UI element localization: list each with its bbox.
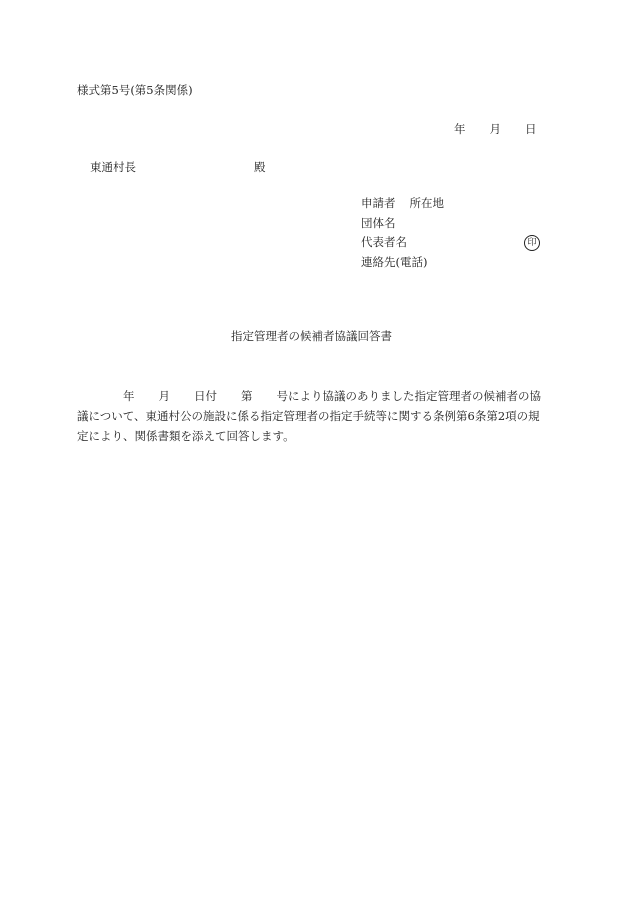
date-day-label: 日 <box>525 122 537 136</box>
document-title: 指定管理者の候補者協議回答書 <box>231 329 392 343</box>
body-line-1 <box>77 386 552 406</box>
representative-label: 代表者名 <box>361 235 407 249</box>
org-name-label: 団体名 <box>361 216 396 230</box>
body-line-3: 定により、関係書類を添えて回答します。 <box>77 429 295 443</box>
body-year-label: 年 <box>123 389 135 403</box>
address-label: 所在地 <box>409 196 444 210</box>
contact-row <box>361 257 427 269</box>
body-number-prefix: 第 <box>241 389 253 403</box>
date-month-label: 月 <box>489 122 501 136</box>
body-line-2: 議について、東通村公の施設に係る指定管理者の指定手続等に関する条例第6条第2項の規 <box>77 409 540 423</box>
body-month-label: 月 <box>158 389 170 403</box>
addressee-name: 東通村長 <box>90 160 136 174</box>
body-date-label: 日付 <box>194 389 217 403</box>
org-name-row <box>361 218 396 230</box>
date-year-label: 年 <box>454 122 466 136</box>
addressee-honorific: 殿 <box>254 160 266 174</box>
addressee <box>90 160 266 174</box>
applicant-label: 申請者 <box>361 196 396 210</box>
contact-label: 連絡先(電話) <box>361 255 428 269</box>
body-paragraph <box>77 386 552 446</box>
body-line-1-text: 号により協議のありました指定管理者の候補者の協 <box>276 389 541 403</box>
date-line <box>454 124 537 136</box>
form-number: 様式第5号(第5条関係) <box>77 83 193 97</box>
representative-row <box>361 237 407 249</box>
seal-mark: 印 <box>524 235 540 251</box>
applicant-address-row <box>361 198 444 210</box>
